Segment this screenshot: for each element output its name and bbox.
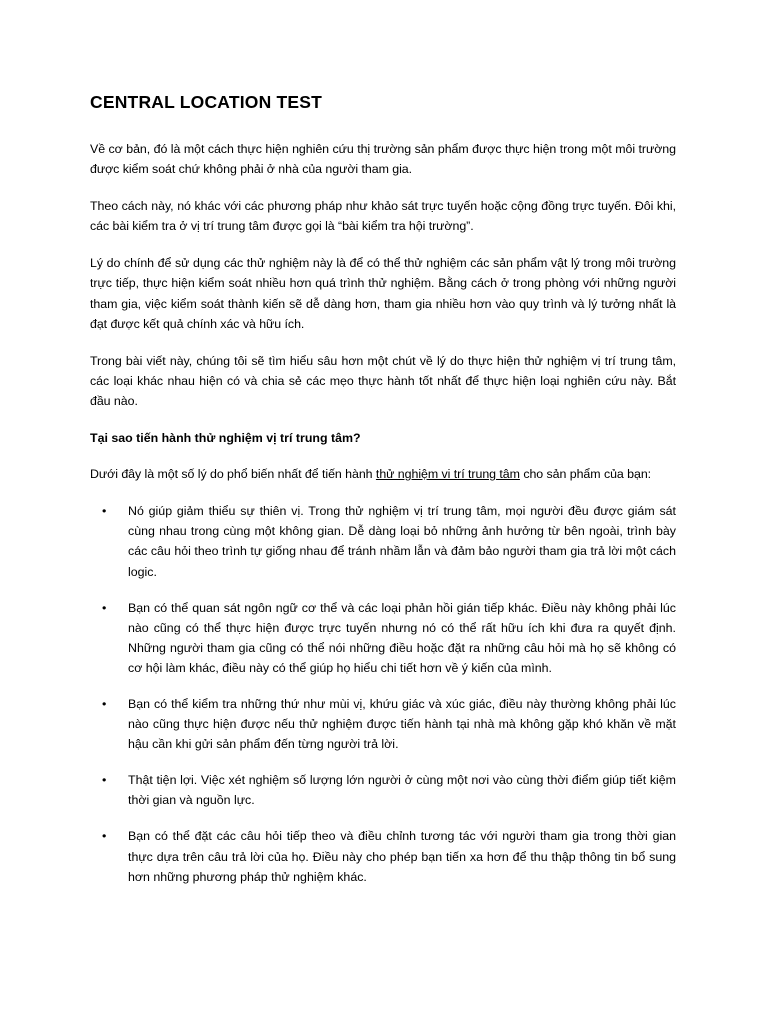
- bullet-icon: •: [102, 696, 107, 711]
- central-location-test-link[interactable]: thử nghiệm vi trí trung tâm: [375, 467, 520, 482]
- intro-paragraph: [90, 464, 676, 484]
- bullet-icon: •: [102, 829, 107, 844]
- bullet-icon: •: [102, 504, 107, 519]
- paragraph-2: Theo cách này, nó khác với các phương pháp như khảo sát trực tuyến hoặc cộng đồng trực tuyến. Đôi khi, các bài kiểm tra ở vị trí trung tâm được gọi là “bài kiểm tra hội trường”.: [90, 199, 676, 234]
- list-item: [90, 694, 676, 754]
- reasons-list: [90, 501, 676, 887]
- list-item: [90, 770, 676, 810]
- list-item-text: Nó giúp giảm thiểu sự thiên vị. Trong thử nghiệm vị trí trung tâm, mọi người đều được giám sát cùng nhau trong cùng một không gian. Dễ dàng loại bỏ những ảnh hưởng từ bên ngoài, trình bày các câu hỏi theo trình tự giống nhau để tránh nhầm lẫn và đảm bảo người tham gia trả lời một cách logic.: [128, 504, 676, 579]
- intro-text-before: Dưới đây là một số lý do phổ biến nhất để tiến hành: [90, 467, 376, 482]
- list-item-text: Bạn có thể đặt các câu hỏi tiếp theo và điều chỉnh tương tác với người tham gia trong thời gian thực dựa trên câu trả lời của họ. Điều này cho phép bạn tiến xa hơn để thu thập thông tin bổ sung hơn những phương pháp thử nghiệm khác.: [128, 829, 676, 884]
- paragraph-3: Lý do chính để sử dụng các thử nghiệm này là để có thể thử nghiệm các sản phẩm vật lý trong môi trường trực tiếp, thực hiện kiểm soát nhiều hơn quá trình thử nghiệm. Bằng cách ở trong phòng với những người tham gia, việc kiểm soát thành kiến sẽ dễ dàng hơn, tham gia nhiều hơn vào quy trình và lý tưởng nhất là đạt được kết quả chính xác và hữu ích.: [90, 256, 676, 331]
- list-item: [90, 501, 676, 581]
- list-item: [90, 826, 676, 886]
- paragraph-4: Trong bài viết này, chúng tôi sẽ tìm hiểu sâu hơn một chút về lý do thực hiện thử nghiệm vị trí trung tâm, các loại khác nhau hiện có và chia sẻ các mẹo thực hành tốt nhất để thực hiện loại nghiên cứu này. Bắt đầu nào.: [90, 353, 676, 408]
- list-item-text: Thật tiện lợi. Việc xét nghiệm số lượng lớn người ở cùng một nơi vào cùng thời điểm giúp tiết kiệm thời gian và nguồn lực.: [128, 773, 676, 808]
- paragraph-1: Về cơ bản, đó là một cách thực hiện nghiên cứu thị trường sản phẩm được thực hiện trong một môi trường được kiểm soát chứ không phải ở nhà của người tham gia.: [90, 142, 676, 177]
- intro-text-after: cho sản phẩm của bạn:: [519, 467, 652, 482]
- bullet-icon: •: [102, 773, 107, 788]
- page-title: CENTRAL LOCATION TEST: [90, 92, 323, 112]
- list-item-text: Bạn có thể quan sát ngôn ngữ cơ thể và các loại phản hồi gián tiếp khác. Điều này không phải lúc nào cũng có thể thực hiện được trực tuyến nhưng nó có thể rất hữu ích khi đưa ra quyết định. Những người tham gia cũng có thể nói những điều hoặc đặt ra những câu hỏi mà họ sẽ không có cơ hội làm khác, điều này có thể giúp họ hiểu chi tiết hơn về ý kiến của mình.: [128, 600, 676, 675]
- section-heading: Tại sao tiến hành thử nghiệm vị trí trung tâm?: [90, 431, 361, 446]
- list-item-text: Bạn có thể kiểm tra những thứ như mùi vị, khứu giác và xúc giác, điều này thường không phải lúc nào cũng thực hiện được nếu thử nghiệm được tiến hành tại nhà mà không gặp khó khăn về mặt hậu cần khi gửi sản phẩm đến từng người trả lời.: [128, 696, 676, 752]
- list-item: [90, 598, 676, 678]
- bullet-icon: •: [102, 600, 107, 615]
